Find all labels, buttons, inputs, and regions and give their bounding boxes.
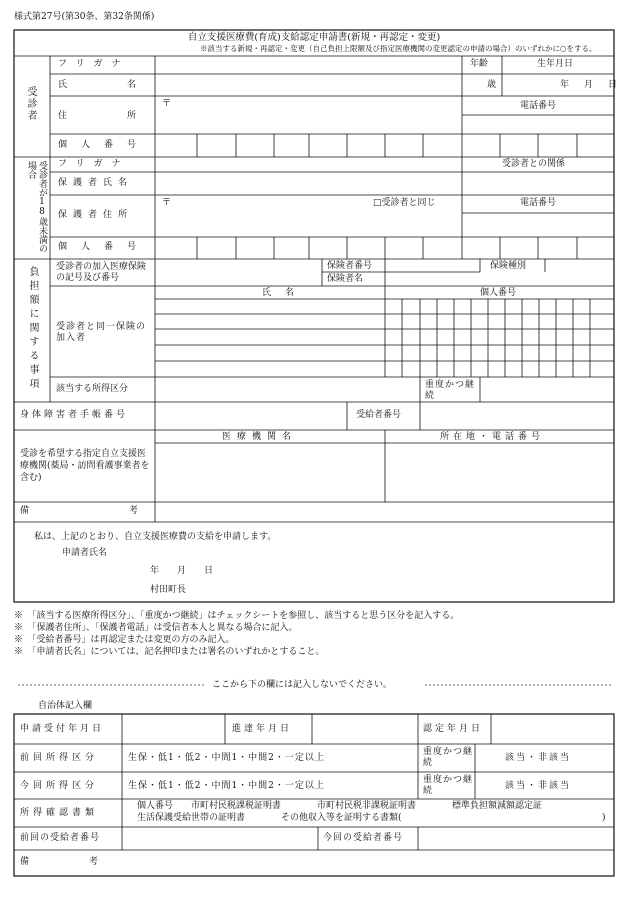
patient-postal-mark: 〒 [162,99,172,109]
guardian-postal-mark: 〒 [162,198,172,208]
note-item: ※ 「保護者住所」、「保護者電話」は受信者本人と異なる場合に記入。 [14,623,298,633]
confirm-docs-line1[interactable]: 個人番号 市町村民税課税証明書 市町村民税非課税証明書 標準負担額減額認定証 [137,801,543,811]
severe-label: 重度かつ継続 [425,380,476,401]
age-label: 年齢 [470,59,489,69]
facility-name-header: 医療機関名 [222,432,298,442]
remarks-label: 備考 [20,506,239,516]
facility-label: 受診を希望する指定自立支援医療機関(薬局・訪問看護事業者を含む) [20,449,150,483]
form-number: 様式第27号(第30条、第32条関係) [14,12,155,22]
guardian-relation-label: 受診者との関係 [502,159,566,169]
prev-recipient-label: 前回の受給者番号 [20,833,101,843]
form-title: 自立支援医療費(育成)支給認定申請書(新規・再認定・変更) [187,32,441,43]
application-date: 年 月 日 [150,566,214,576]
curr-income-label: 今回所得区分 [20,781,99,791]
guardian-furigana-label: フリガナ [58,159,130,169]
birth-ymd: 年 月 日 [560,80,621,90]
burden-section-label: 負担額に関する事項 [27,266,38,392]
mayor-label: 村田町長 [150,585,187,595]
insurer-number-label: 保険者番号 [327,261,373,271]
curr-income-options[interactable]: 生保・低1・低2・中間1・中間2・一定以上 [128,781,325,791]
office-remarks-label: 備考 [20,857,159,867]
office-heading: 自治体記入欄 [38,701,93,711]
patient-phone-label: 電話番号 [520,101,557,111]
patient-section-label: 受診者 [25,86,36,122]
prev-severe-label: 重度かつ継続 [423,747,474,768]
applicant-name-label: 申請者氏名 [62,548,108,558]
guardian-section-label: 受診者が18歳未満の場合 [26,161,47,253]
same-as-patient-checkbox[interactable]: □受診者と同じ [373,198,436,208]
approved-date-label: 認定年月日 [423,724,484,734]
insurance-label: 受診者の加入医療保険の記号及び番号 [56,262,147,283]
guardian-number-label: 個人番号 [58,242,151,252]
recipient-number-label: 受給者番号 [356,410,402,420]
confirm-docs-label: 所得確認書類 [20,808,99,818]
confirm-docs-close: ) [602,813,606,823]
income-class-label: 該当する所得区分 [56,384,129,394]
patient-furigana-label: フリガナ [58,59,130,69]
guardian-name-label: 保護者氏名 [58,178,134,188]
insurer-name-label: 保険者名 [327,274,364,284]
guardian-address-label: 保護者住所 [58,210,134,220]
prev-income-label: 前回所得区分 [20,753,99,763]
patient-name-label: 氏名 [58,80,197,90]
prev-income-options[interactable]: 生保・低1・低2・中間1・中間2・一定以上 [128,753,325,763]
patient-number-label: 個人番号 [58,140,151,150]
age-unit: 歳 [487,80,497,90]
facility-address-header: 所在地・電話番号 [440,432,545,442]
birth-date-label: 生年月日 [537,59,574,69]
note-item: ※ 「受給者番号」は再認定または変更の方のみ記入。 [14,635,235,645]
prev-severe-options[interactable]: 該当・非該当 [505,753,572,763]
transmit-date-label: 進達年月日 [232,724,293,734]
curr-severe-label: 重度かつ継続 [423,775,474,796]
cutline-text: ここから下の欄には記入しないでください。 [212,680,393,690]
curr-recipient-label: 今回の受給者番号 [323,833,404,843]
patient-address-label: 住所 [58,111,197,121]
members-name-header: 氏名 [262,288,309,298]
received-date-label: 申請受付年月日 [20,724,105,734]
note-item: ※ 「申請者氏名」については、記名押印または署名のいずれかとすること。 [14,647,325,657]
note-item: ※ 「該当する医療所得区分」、「重度かつ継続」はチェックシートを参照し、該当すると思う区分を記入する。 [14,611,460,621]
declaration-text: 私は、上記のとおり、自立支援医療費の支給を申請します。 [34,532,277,542]
disability-handbook-label: 身体障害者手帳番号 [20,410,129,420]
members-label: 受診者と同一保険の加入者 [56,322,147,343]
guardian-phone-label: 電話番号 [520,198,557,208]
form-subtitle: ※該当する新規・再認定・変更（自己負担上限額及び指定医療機関の変更認定の申請の場合）のいずれかに○をする。 [200,44,597,53]
insurance-type-label: 保険種別 [490,261,527,271]
curr-severe-options[interactable]: 該当・非該当 [505,781,572,791]
members-number-header: 個人番号 [480,288,517,298]
confirm-docs-line2[interactable]: 生活保護受給世帯の証明書 その他収入等を証明する書類( [137,813,402,823]
